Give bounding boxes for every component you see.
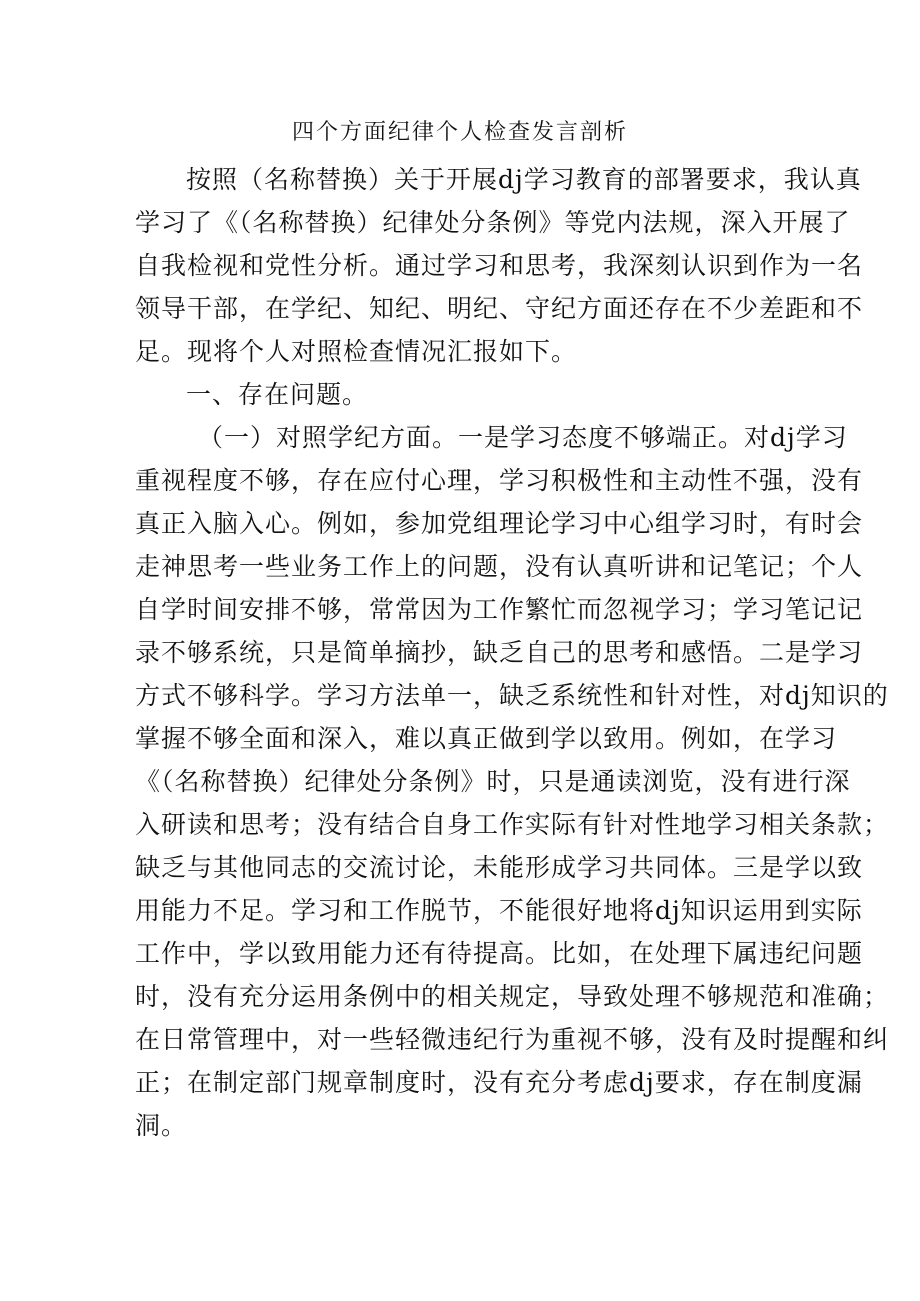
paragraph-line: 时，没有充分运用条例中的相关规定，导致处理不够规范和准确； — [135, 982, 890, 1011]
paragraph-line: 自学时间安排不够，常常因为工作繁忙而忽视学习；学习笔记记 — [135, 595, 864, 624]
paragraph-line: 足。现将个人对照检查情况汇报如下。 — [135, 337, 578, 366]
paragraph-line: 按照（名称替换）关于开展dj学习教育的部署要求，我认真 — [186, 165, 862, 194]
paragraph-line: 领导干部，在学纪、知纪、明纪、守纪方面还存在不少差距和不 — [135, 294, 864, 323]
paragraph-line: 走神思考一些业务工作上的问题，没有认真听讲和记笔记；个人 — [135, 552, 864, 581]
paragraph-line: 缺乏与其他同志的交流讨论，未能形成学习共同体。三是学以致 — [135, 853, 864, 882]
paragraph-line: 洞。 — [135, 1111, 188, 1140]
paragraph-line: 正；在制定部门规章制度时，没有充分考虑dj要求，存在制度漏 — [135, 1068, 863, 1097]
paragraph-line: 方式不够科学。学习方法单一，缺乏系统性和针对性，对dj知识的 — [135, 681, 889, 710]
paragraph-line: 入研读和思考；没有结合自身工作实际有针对性地学习相关条款； — [135, 810, 890, 839]
paragraph-line: 《（名称替换）纪律处分条例》时，只是通读浏览，没有进行深 — [135, 767, 851, 796]
paragraph-line: 重视程度不够，存在应付心理，学习积极性和主动性不强，没有 — [135, 466, 864, 495]
document-title: 四个方面纪律个人检查发言剖析 — [291, 120, 628, 145]
paragraph-line: 自我检视和党性分析。通过学习和思考，我深刻认识到作为一名 — [135, 251, 864, 280]
paragraph-line: 工作中，学以致用能力还有待提高。比如，在处理下属违纪问题 — [135, 939, 864, 968]
subsection-heading-line: （一）对照学纪方面。一是学习态度不够端正。对dj学习 — [198, 423, 848, 452]
paragraph-line: 真正入脑入心。例如，参加党组理论学习中心组学习时，有时会 — [135, 509, 864, 538]
paragraph-line: 学习了《（名称替换）纪律处分条例》等党内法规，深入开展了 — [135, 208, 851, 237]
section-heading: 一、存在问题。 — [186, 380, 369, 409]
paragraph-line: 用能力不足。学习和工作脱节，不能很好地将dj知识运用到实际 — [135, 896, 863, 925]
paragraph-line: 录不够系统，只是简单摘抄，缺乏自己的思考和感悟。二是学习 — [135, 638, 864, 667]
paragraph-line: 掌握不够全面和深入，难以真正做到学以致用。例如，在学习 — [135, 724, 838, 753]
paragraph-line: 在日常管理中，对一些轻微违纪行为重视不够，没有及时提醒和纠 — [135, 1025, 890, 1054]
